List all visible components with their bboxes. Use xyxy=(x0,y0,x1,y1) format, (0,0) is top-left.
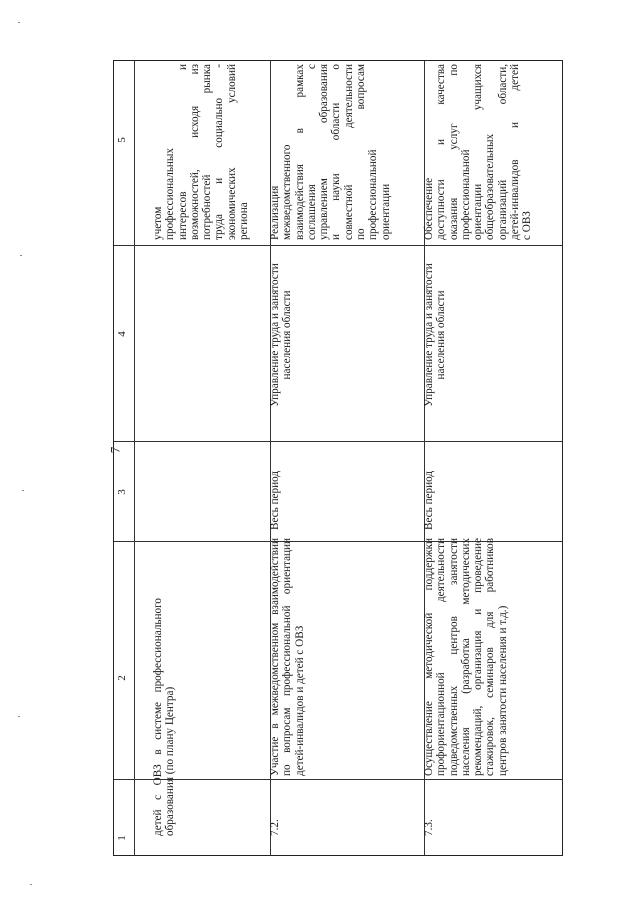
row2-action: Участие в межведомственном взаимодействии по вопросам профессиональной ориентации детей-инвалидов и детей с ОВЗ xyxy=(269,538,306,776)
page-number: 7 xyxy=(107,446,123,454)
header-col-1: 1 xyxy=(115,835,128,841)
header-col-2: 2 xyxy=(115,675,128,681)
row3-period: Весь период xyxy=(423,470,435,530)
scan-speck xyxy=(18,22,20,23)
header-col-4: 4 xyxy=(115,331,128,337)
header-col-5: 5 xyxy=(115,137,128,143)
row2-result: Реализация межведомственного взаимодействия в рамках соглашения с управлением образования и науки области о совместной деятельности по вопросам профессиональной ориентации xyxy=(269,64,392,240)
row3-result: Обеспечение доступности и качества оказания услуг по профессиональной ориентации учащихся общеобразовательных организаций области, детей-инвалидов и детей с ОВЗ xyxy=(423,64,534,240)
row3-executor: Управление труда и занятости населения области xyxy=(423,263,448,407)
row2-period: Весь период xyxy=(269,470,281,530)
scan-speck xyxy=(18,716,20,717)
row3-action: Осуществление методической поддержки профориентационной деятельности подведомственных центров занятости населения (разработка методических рекомендаций, организация и проведение стажировок, семинаров для работников центров занятости населения и т.д.) xyxy=(423,538,509,776)
row2-executor: Управление труда и занятости населения области xyxy=(269,263,294,407)
row1-action: детей с ОВЗ в системе профессионального образования (по плану Центра) xyxy=(152,598,177,836)
header-col-3: 3 xyxy=(115,489,128,495)
scan-speck xyxy=(30,884,32,885)
row2-num: 7.2. xyxy=(269,819,281,836)
scan-speck xyxy=(22,490,24,491)
row1-result: учетом профессиональных интересов и возможностей, исходя из потребностей рынка труда и социально - экономических условий региона xyxy=(152,64,251,240)
scan-speck xyxy=(20,255,22,256)
row3-num: 7.3. xyxy=(423,819,435,836)
